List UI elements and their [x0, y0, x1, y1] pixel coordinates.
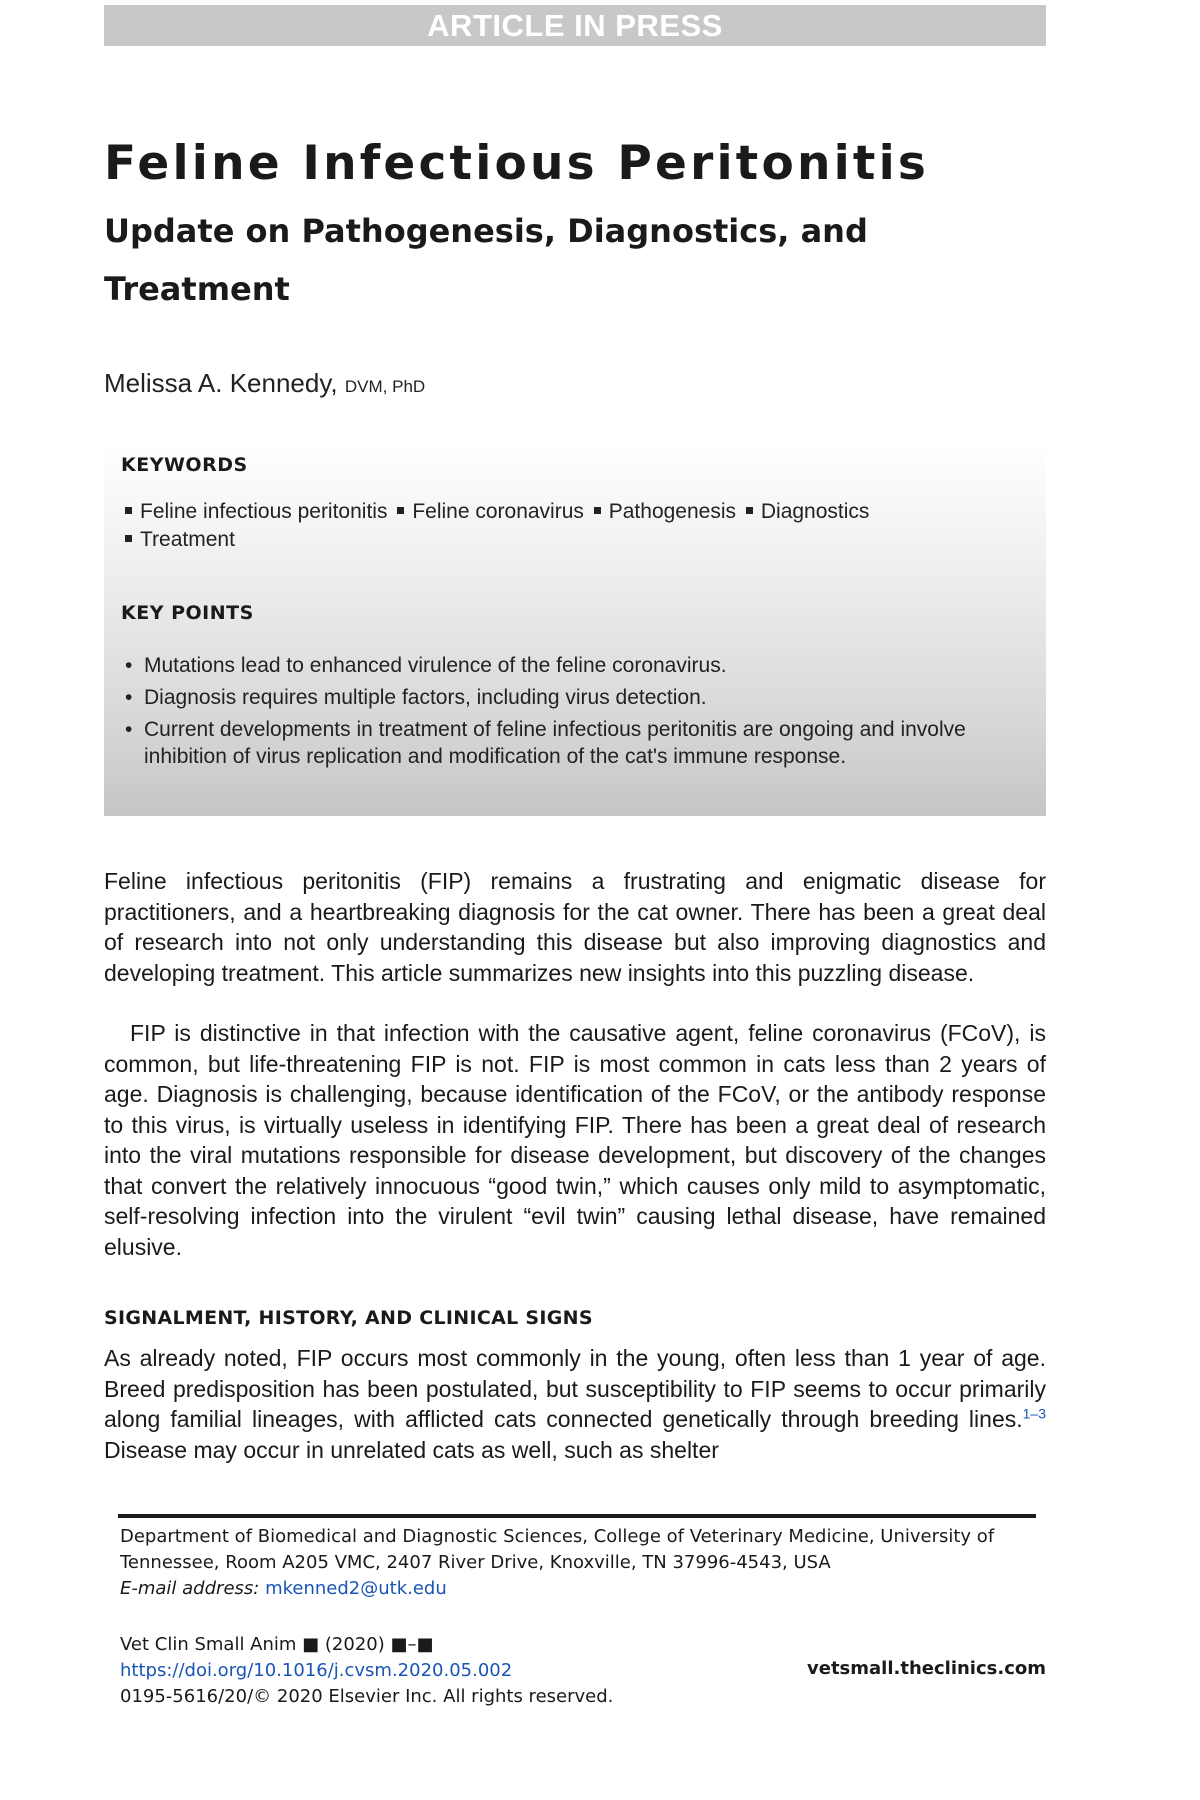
square-bullet-icon [125, 535, 132, 542]
key-point-item: • Mutations lead to enhanced virulence of the feline coronavirus. [121, 652, 1026, 679]
author-line [104, 368, 425, 399]
keyword-item: Feline coronavirus [393, 500, 584, 523]
key-points-list [121, 652, 1026, 775]
key-points-heading: KEY POINTS [121, 602, 254, 624]
paragraph-3-continued: Disease may occur in unrelated cats as well, such as shelter [104, 1436, 719, 1463]
key-point-item: • Diagnosis requires multiple factors, including virus detection. [121, 684, 1026, 711]
article-title: Feline Infectious Peritonitis [104, 136, 930, 191]
section-heading: SIGNALMENT, HISTORY, AND CLINICAL SIGNS [104, 1307, 593, 1329]
body-paragraph-3 [104, 1343, 1046, 1465]
email-link[interactable]: mkenned2@utk.edu [265, 1578, 447, 1599]
keyword-item: Pathogenesis [590, 500, 736, 523]
body-paragraph-1: Feline infectious peritonitis (FIP) remains a frustrating and enigmatic disease for practitioners, and a heartbreaking diagnosis for the cat owner. There has been a great deal of research into not only understanding this disease but also improving diagnostics and developing treatment. This article summarizes new insights into this puzzling disease. [104, 868, 1046, 986]
article-in-press-banner: ARTICLE IN PRESS [104, 5, 1046, 46]
square-bullet-icon [594, 507, 601, 514]
footnote-divider [118, 1514, 1036, 1518]
keywords-keypoints-box [104, 444, 1046, 816]
article-subtitle: Update on Pathogenesis, Diagnostics, and Treatment [104, 212, 868, 308]
paragraph-3-text: As already noted, FIP occurs most commonly in the young, often less than 1 year of age. Breed predisposition has been postulated, but susceptibility to FIP seems to occur primarily along familial lineages, with afflicted cats connected genetically through breeding lines. [104, 1345, 1046, 1432]
square-bullet-icon [125, 507, 132, 514]
affiliation-text: Department of Biomedical and Diagnostic Sciences, College of Veterinary Medicine, University of Tennessee, Room A205 VMC, 2407 River Drive, Knoxville, TN 37996-4543, USA [120, 1526, 995, 1573]
journal-website[interactable]: vetsmall.theclinics.com [807, 1658, 1046, 1679]
body-paragraph-2: FIP is distinctive in that infection with the causative agent, feline coronavirus (FCoV), is common, but life-threatening FIP is not. FIP is most common in cats less than 2 years of age. Diagnosis is challenging, because identification of the FCoV, or the antibody response to this virus, is virtually useless in identifying FIP. There has been a great deal of research into the viral mutations responsible for disease development, but discovery of the changes that convert the relatively innocuous “good twin,” which causes only mild to asymptomatic, self-resolving infection into the virulent “evil twin” causing lethal disease, have remained elusive. [104, 1020, 1046, 1260]
keywords-heading: KEYWORDS [121, 454, 248, 476]
keyword-item: Diagnostics [742, 500, 870, 523]
keyword-item: Feline infectious peritonitis [121, 500, 387, 523]
affiliation-block [120, 1524, 1050, 1602]
author-name: Melissa A. Kennedy, [104, 368, 338, 398]
journal-citation: Vet Clin Small Anim ■ (2020) ■–■ [120, 1634, 434, 1655]
key-point-item: • Current developments in treatment of feline infectious peritonitis are ongoing and involve inhibition of virus replication and modification of the cat's immune response. [121, 716, 1026, 770]
email-line [120, 1576, 1050, 1602]
citation-link[interactable]: 1–3 [1022, 1405, 1046, 1422]
square-bullet-icon [746, 507, 753, 514]
author-degrees: DVM, PhD [344, 377, 426, 396]
keywords-list [121, 498, 1021, 554]
square-bullet-icon [397, 507, 404, 514]
copyright-line: 0195-5616/20/© 2020 Elsevier Inc. All rights reserved. [120, 1686, 614, 1707]
email-label: E-mail address: [120, 1578, 260, 1599]
keyword-item: Treatment [121, 528, 235, 551]
doi-link[interactable]: https://doi.org/10.1016/j.cvsm.2020.05.002 [120, 1660, 513, 1681]
